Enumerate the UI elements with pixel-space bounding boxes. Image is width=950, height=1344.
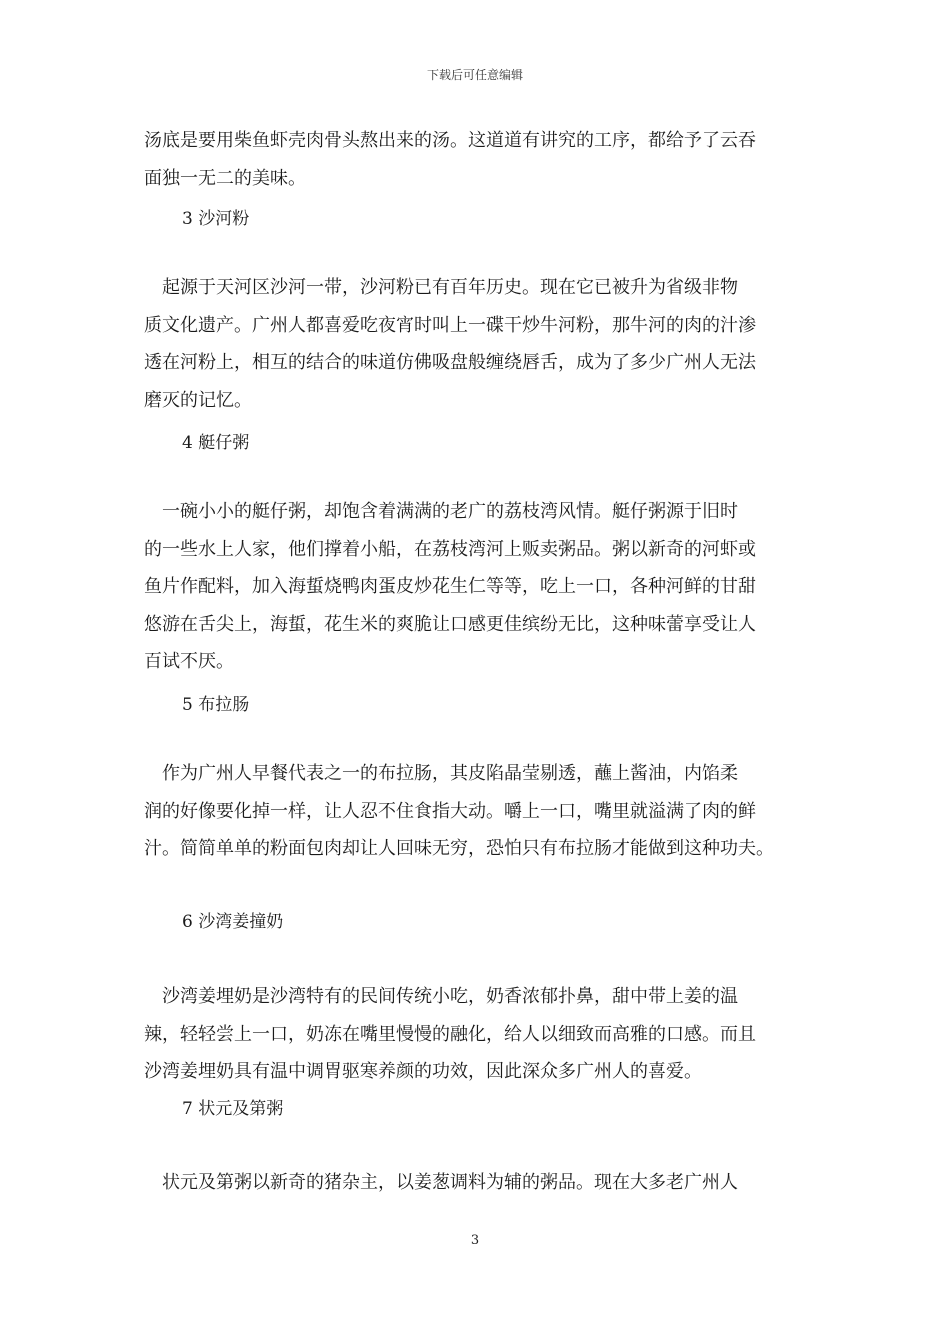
section-heading-6: 6 沙湾姜撞奶 <box>182 912 284 932</box>
text-line: 起源于天河区沙河一带，沙河粉已有百年历史。现在它已被升为省级非物 <box>144 277 738 298</box>
section-paragraph-6 <box>144 978 814 1091</box>
text-line: 透在河粉上，相互的结合的味道仿佛吸盘般缠绕唇舌，成为了多少广州人无法 <box>144 352 756 373</box>
text-line: 汤底是要用柴鱼虾壳肉骨头熬出来的汤。这道道有讲究的工序，都给予了云吞 <box>144 130 756 151</box>
text-line: 质文化遗产。广州人都喜爱吃夜宵时叫上一碟干炒牛河粉，那牛河的肉的汁渗 <box>144 314 756 336</box>
page-number: 3 <box>470 1233 480 1248</box>
text-line: 沙湾姜埋奶具有温中调胃驱寒养颜的功效，因此深众多广州人的喜爱。 <box>144 1061 702 1082</box>
section-heading-7: 7 状元及第粥 <box>182 1099 284 1119</box>
section-paragraph-5 <box>144 755 814 868</box>
section-heading-4: 4 艇仔粥 <box>182 433 250 453</box>
page-header: 下载后可任意编辑 <box>426 68 523 82</box>
intro-paragraph <box>144 122 814 197</box>
text-line: 润的好像要化掉一样，让人忍不住食指大动。嚼上一口，嘴里就溢满了肉的鲜 <box>144 800 756 822</box>
text-line: 辣，轻轻尝上一口，奶冻在嘴里慢慢的融化，给人以细致而高雅的口感。而且 <box>144 1023 756 1045</box>
text-line: 状元及第粥以新奇的猪杂主，以姜葱调料为辅的粥品。现在大多老广州人 <box>144 1172 738 1193</box>
text-line: 悠游在舌尖上，海蜇，花生米的爽脆让口感更佳缤纷无比，这种味蕾享受让人 <box>144 613 756 635</box>
text-line: 面独一无二的美味。 <box>144 167 306 189</box>
section-paragraph-4 <box>144 493 814 681</box>
section-paragraph-7 <box>144 1164 814 1202</box>
text-line: 作为广州人早餐代表之一的布拉肠，其皮陷晶莹剔透，蘸上酱油，内馅柔 <box>144 763 738 784</box>
text-line: 一碗小小的艇仔粥，却饱含着满满的老广的荔枝湾风情。艇仔粥源于旧时 <box>144 501 738 522</box>
section-heading-5: 5 布拉肠 <box>182 695 250 715</box>
section-heading-3: 3 沙河粉 <box>182 209 250 229</box>
text-line: 磨灭的记忆。 <box>144 389 252 411</box>
text-line: 鱼片作配料，加入海蜇烧鸭肉蛋皮炒花生仁等等，吃上一口，各种河鲜的甘甜 <box>144 576 756 597</box>
text-line: 百试不厌。 <box>144 651 234 672</box>
text-line: 汁。简简单单的粉面包肉却让人回味无穷，恐怕只有布拉肠才能做到这种功夫。 <box>144 838 774 859</box>
section-paragraph-3 <box>144 269 814 419</box>
text-line: 的一些水上人家，他们撑着小船，在荔枝湾河上贩卖粥品。粥以新奇的河虾或 <box>144 538 756 560</box>
text-line: 沙湾姜埋奶是沙湾特有的民间传统小吃，奶香浓郁扑鼻，甜中带上姜的温 <box>144 986 738 1007</box>
